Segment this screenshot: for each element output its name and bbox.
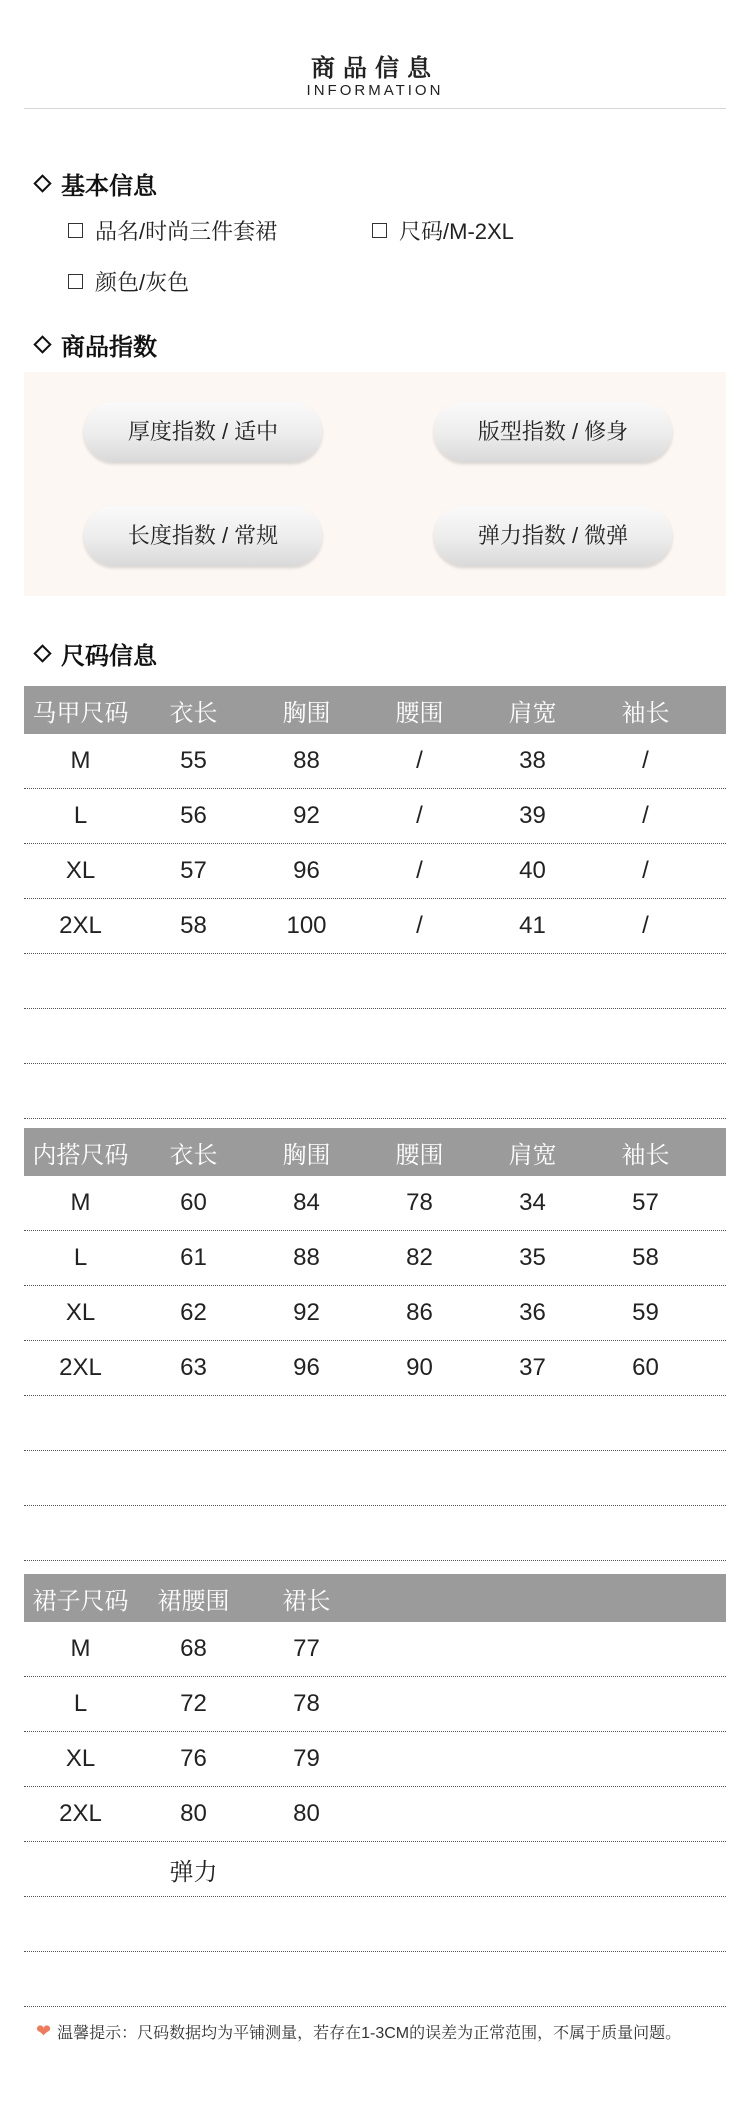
table-cell: 56	[180, 802, 207, 829]
table-cell: /	[642, 747, 649, 774]
heart-icon: ❤	[36, 2021, 52, 2041]
info-item-text: 品名/时尚三件套裙	[95, 219, 278, 244]
table-cell: 100	[286, 912, 327, 939]
inner-size-table	[24, 1128, 726, 1561]
table-cell: 92	[293, 802, 320, 829]
table-cell: L	[73, 1690, 88, 1717]
basic-info-title-text: 基本信息	[61, 173, 157, 200]
table-cell: 68	[180, 1635, 207, 1662]
table-cell: 57	[632, 1189, 659, 1216]
table-header-cell: 胸围	[282, 1141, 331, 1169]
table-cell: 2XL	[59, 912, 102, 939]
table-row	[24, 1506, 726, 1561]
table-cell: 63	[180, 1354, 207, 1381]
warm-tip	[36, 2020, 681, 2043]
table-cell: 38	[519, 747, 546, 774]
table-header-cell: 袖长	[621, 1141, 670, 1169]
table-cell: 41	[519, 912, 546, 939]
table-cell: /	[642, 912, 649, 939]
table-cell: 55	[180, 747, 207, 774]
page-title: 商品信息	[311, 55, 439, 82]
table-cell: /	[642, 802, 649, 829]
table-row	[24, 1952, 726, 2007]
table-cell: 61	[180, 1244, 207, 1271]
table-header	[24, 1128, 726, 1176]
table-row	[24, 1732, 726, 1787]
table-row	[24, 1622, 726, 1677]
table-header-cell: 衣长	[169, 699, 218, 727]
table-cell: 35	[519, 1244, 546, 1271]
table-row	[24, 1286, 726, 1341]
table-cell: 80	[180, 1800, 207, 1827]
table-cell: /	[642, 857, 649, 884]
table-cell: M	[70, 747, 91, 774]
table-header-cell: 肩宽	[508, 1141, 557, 1169]
info-item-size	[372, 215, 514, 246]
vest-size-table	[24, 686, 726, 1119]
table-cell: 80	[293, 1800, 320, 1827]
table-cell: 60	[632, 1354, 659, 1381]
table-header-cell: 内搭尺码	[32, 1141, 129, 1169]
info-item-text: 颜色/灰色	[95, 270, 190, 295]
table-row	[24, 899, 726, 954]
table-cell: 2XL	[59, 1354, 102, 1381]
table-cell: 96	[293, 1354, 320, 1381]
table-cell: 72	[180, 1690, 207, 1717]
product-index-title-text: 商品指数	[61, 334, 157, 361]
table-row	[24, 1176, 726, 1231]
table-cell: 59	[632, 1299, 659, 1326]
table-cell: 84	[293, 1189, 320, 1216]
table-cell: 78	[293, 1690, 320, 1717]
table-cell: L	[73, 802, 88, 829]
basic-info-title	[34, 166, 157, 201]
checkbox-icon	[68, 223, 83, 238]
table-cell: 82	[406, 1244, 433, 1271]
table-cell: 90	[406, 1354, 433, 1381]
table-cell: L	[73, 1244, 88, 1271]
table-header-cell: 衣长	[169, 1141, 218, 1169]
table-row	[24, 1231, 726, 1286]
info-item-text: 尺码/M-2XL	[399, 219, 514, 244]
table-row	[24, 1897, 726, 1952]
table-header-cell: 腰围	[395, 699, 444, 727]
table-cell: 88	[293, 1244, 320, 1271]
warm-tip-text: 温馨提示：尺码数据均为平铺测量，若存在1-3CM的误差为正常范围，不属于质量问题。	[57, 2025, 682, 2042]
diamond-icon	[33, 335, 51, 353]
table-cell: M	[70, 1189, 91, 1216]
table-row	[24, 1842, 726, 1897]
table-cell: 88	[293, 747, 320, 774]
diamond-icon	[33, 644, 51, 662]
table-row	[24, 954, 726, 1009]
table-header	[24, 1574, 726, 1622]
index-length: 长度指数 / 常规	[84, 506, 322, 566]
table-cell: 96	[293, 857, 320, 884]
table-cell: 92	[293, 1299, 320, 1326]
table-cell: M	[70, 1635, 91, 1662]
skirt-size-table	[24, 1574, 726, 2007]
table-cell: 57	[180, 857, 207, 884]
table-cell: 40	[519, 857, 546, 884]
table-row	[24, 1009, 726, 1064]
size-info-title-text: 尺码信息	[61, 643, 157, 670]
table-cell: 78	[406, 1189, 433, 1216]
table-cell: 36	[519, 1299, 546, 1326]
page-header	[0, 0, 750, 112]
product-index-title	[34, 327, 157, 362]
table-cell: /	[416, 747, 423, 774]
table-row	[24, 1064, 726, 1119]
table-header-cell: 裙腰围	[157, 1587, 230, 1615]
table-cell: XL	[65, 1299, 96, 1326]
table-header-cell: 肩宽	[508, 699, 557, 727]
table-cell: XL	[65, 1745, 96, 1772]
table-cell: 2XL	[59, 1800, 102, 1827]
table-header-cell: 裙长	[282, 1587, 331, 1615]
table-cell: 60	[180, 1189, 207, 1216]
table-header-cell: 袖长	[621, 699, 670, 727]
table-row	[24, 1451, 726, 1506]
table-cell: /	[416, 857, 423, 884]
table-cell: 77	[293, 1635, 320, 1662]
table-cell: XL	[65, 857, 96, 884]
info-item-name	[68, 215, 277, 246]
table-header	[24, 686, 726, 734]
header-divider	[24, 108, 726, 109]
checkbox-icon	[372, 223, 387, 238]
table-row	[24, 1677, 726, 1732]
info-item-color	[68, 266, 189, 297]
table-cell: 弹力	[169, 1858, 218, 1886]
table-cell: 58	[180, 912, 207, 939]
table-row	[24, 1787, 726, 1842]
table-row	[24, 844, 726, 899]
table-header-cell: 裙子尺码	[32, 1587, 129, 1615]
index-fit: 版型指数 / 修身	[434, 402, 672, 462]
table-row	[24, 1341, 726, 1396]
table-row	[24, 789, 726, 844]
table-cell: /	[416, 802, 423, 829]
index-elasticity: 弹力指数 / 微弹	[434, 506, 672, 566]
table-row	[24, 734, 726, 789]
table-cell: 39	[519, 802, 546, 829]
size-info-title	[34, 636, 157, 671]
table-cell: 86	[406, 1299, 433, 1326]
table-header-cell: 胸围	[282, 699, 331, 727]
diamond-icon	[33, 174, 51, 192]
checkbox-icon	[68, 274, 83, 289]
table-cell: 37	[519, 1354, 546, 1381]
table-cell: 34	[519, 1189, 546, 1216]
table-cell: 62	[180, 1299, 207, 1326]
table-cell: 58	[632, 1244, 659, 1271]
table-row	[24, 1396, 726, 1451]
product-index-panel	[24, 372, 726, 596]
table-cell: /	[416, 912, 423, 939]
index-thickness: 厚度指数 / 适中	[84, 402, 322, 462]
table-cell: 76	[180, 1745, 207, 1772]
table-header-cell: 马甲尺码	[32, 699, 129, 727]
page-subtitle: INFORMATION	[306, 82, 444, 99]
table-cell: 79	[293, 1745, 320, 1772]
table-header-cell: 腰围	[395, 1141, 444, 1169]
